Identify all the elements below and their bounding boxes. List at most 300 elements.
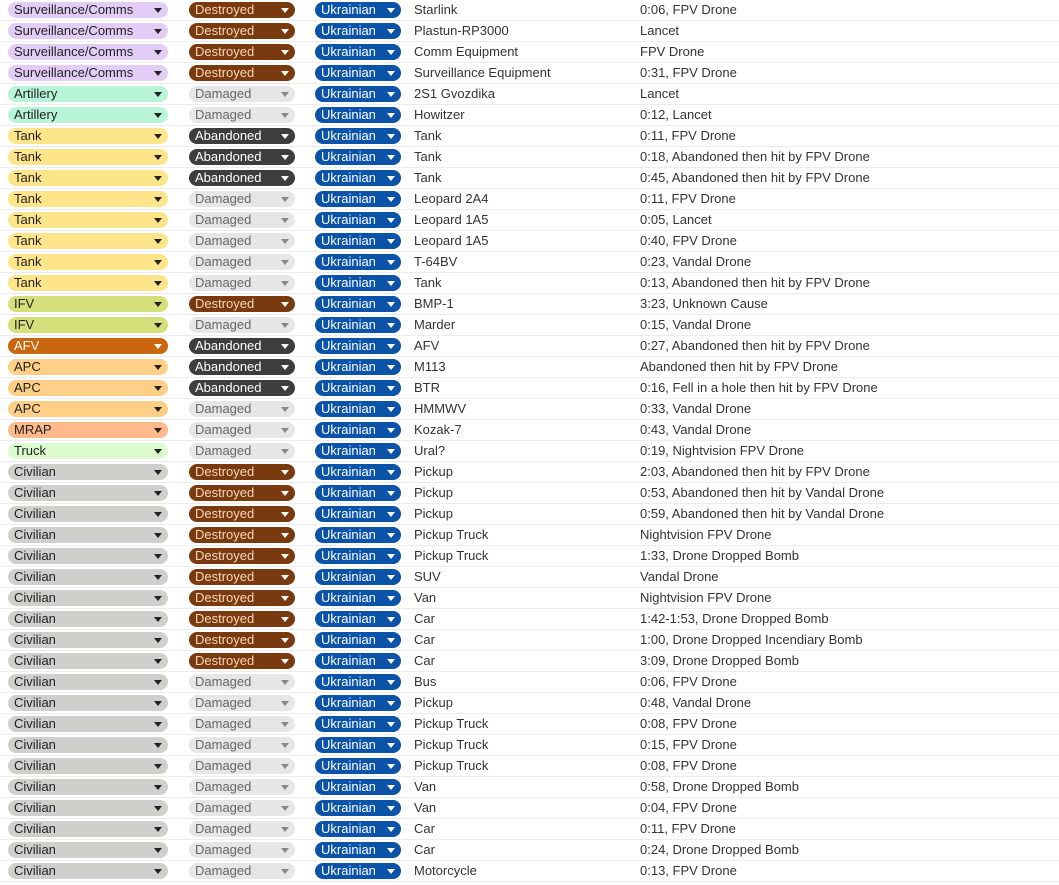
category-select[interactable] — [8, 401, 168, 417]
status-select[interactable] — [189, 569, 295, 585]
caret-down-icon — [387, 239, 395, 244]
status-select[interactable] — [189, 590, 295, 606]
table-row — [0, 861, 1059, 882]
equipment-cell: Leopard 1A5 — [414, 233, 489, 248]
note-cell: Abandoned then hit by FPV Drone — [640, 359, 839, 374]
caret-down-icon — [154, 701, 162, 706]
status-select[interactable] — [189, 464, 295, 480]
caret-down-icon — [154, 554, 162, 559]
country-select[interactable] — [315, 2, 401, 18]
country-select[interactable] — [315, 716, 401, 732]
country-select[interactable] — [315, 359, 401, 375]
country-select[interactable] — [315, 149, 401, 165]
category-label: Civilian — [14, 506, 56, 521]
status-select[interactable] — [189, 254, 295, 270]
note-cell: 0:06, FPV Drone — [640, 2, 737, 17]
country-select[interactable] — [315, 863, 401, 879]
status-select[interactable] — [189, 800, 295, 816]
table-row — [0, 819, 1059, 840]
country-select[interactable] — [315, 212, 401, 228]
category-select[interactable] — [8, 149, 168, 165]
table-row — [0, 546, 1059, 567]
note-cell: 0:19, Nightvision FPV Drone — [640, 443, 805, 458]
category-select[interactable] — [8, 212, 168, 228]
category-select[interactable] — [8, 317, 168, 333]
caret-down-icon — [387, 176, 395, 181]
caret-down-icon — [154, 134, 162, 139]
status-label: Damaged — [195, 191, 252, 206]
equipment-cell: Car — [414, 842, 435, 857]
note-cell: 1:42-1:53, Drone Dropped Bomb — [640, 611, 829, 626]
category-select[interactable] — [8, 590, 168, 606]
equipment-cell: Motorcycle — [414, 863, 477, 878]
status-select[interactable] — [189, 317, 295, 333]
category-select[interactable] — [8, 632, 168, 648]
category-select[interactable] — [8, 359, 168, 375]
caret-down-icon — [387, 869, 395, 874]
caret-down-icon — [154, 785, 162, 790]
category-select[interactable] — [8, 758, 168, 774]
status-select[interactable] — [189, 779, 295, 795]
country-select[interactable] — [315, 65, 401, 81]
caret-down-icon — [387, 596, 395, 601]
caret-down-icon — [154, 218, 162, 223]
status-select[interactable] — [189, 506, 295, 522]
category-label: Tank — [14, 254, 42, 269]
category-select[interactable] — [8, 485, 168, 501]
table-row — [0, 756, 1059, 777]
caret-down-icon — [281, 533, 289, 538]
caret-down-icon — [387, 848, 395, 853]
table-row — [0, 126, 1059, 147]
status-select[interactable] — [189, 2, 295, 18]
status-select[interactable] — [189, 296, 295, 312]
category-select[interactable] — [8, 527, 168, 543]
status-select[interactable] — [189, 233, 295, 249]
status-label: Damaged — [195, 254, 252, 269]
category-label: Artillery — [14, 107, 58, 122]
country-select[interactable] — [315, 44, 401, 60]
status-label: Destroyed — [195, 2, 255, 17]
caret-down-icon — [154, 869, 162, 874]
equipment-cell: Tank — [414, 170, 442, 185]
status-label: Destroyed — [195, 527, 255, 542]
table-row — [0, 798, 1059, 819]
table-row — [0, 735, 1059, 756]
caret-down-icon — [281, 722, 289, 727]
country-select[interactable] — [315, 401, 401, 417]
status-select[interactable] — [189, 527, 295, 543]
country-select[interactable] — [315, 821, 401, 837]
category-select[interactable] — [8, 779, 168, 795]
equipment-cell: BTR — [414, 380, 440, 395]
equipment-cell: Ural? — [414, 443, 446, 458]
category-select[interactable] — [8, 275, 168, 291]
country-select[interactable] — [315, 779, 401, 795]
category-select[interactable] — [8, 86, 168, 102]
country-label: Ukrainian — [321, 380, 376, 395]
status-select[interactable] — [189, 863, 295, 879]
country-select[interactable] — [315, 422, 401, 438]
status-select[interactable] — [189, 401, 295, 417]
equipment-cell: Starlink — [414, 2, 458, 17]
country-select[interactable] — [315, 233, 401, 249]
country-select[interactable] — [315, 527, 401, 543]
caret-down-icon — [154, 659, 162, 664]
caret-down-icon — [387, 617, 395, 622]
country-select[interactable] — [315, 254, 401, 270]
status-label: Damaged — [195, 233, 252, 248]
table-row — [0, 840, 1059, 861]
status-select[interactable] — [189, 821, 295, 837]
caret-down-icon — [281, 302, 289, 307]
category-label: MRAP — [14, 422, 52, 437]
country-select[interactable] — [315, 737, 401, 753]
caret-down-icon — [281, 491, 289, 496]
country-select[interactable] — [315, 191, 401, 207]
country-label: Ukrainian — [321, 485, 376, 500]
category-select[interactable] — [8, 65, 168, 81]
note-cell: Vandal Drone — [640, 569, 719, 584]
country-select[interactable] — [315, 695, 401, 711]
equipment-cell: Pickup Truck — [414, 716, 489, 731]
country-select[interactable] — [315, 170, 401, 186]
table-row — [0, 273, 1059, 294]
status-select[interactable] — [189, 275, 295, 291]
status-select[interactable] — [189, 842, 295, 858]
caret-down-icon — [387, 554, 395, 559]
equipment-cell: Kozak-7 — [414, 422, 462, 437]
category-select[interactable] — [8, 107, 168, 123]
status-select[interactable] — [189, 548, 295, 564]
caret-down-icon — [387, 134, 395, 139]
category-select[interactable] — [8, 254, 168, 270]
status-select[interactable] — [189, 107, 295, 123]
status-select[interactable] — [189, 737, 295, 753]
caret-down-icon — [281, 701, 289, 706]
caret-down-icon — [387, 302, 395, 307]
note-cell: 0:59, Abandoned then hit by Vandal Drone — [640, 506, 885, 521]
category-label: Civilian — [14, 485, 56, 500]
status-select[interactable] — [189, 380, 295, 396]
caret-down-icon — [281, 29, 289, 34]
country-label: Ukrainian — [321, 863, 376, 878]
status-label: Abandoned — [195, 359, 262, 374]
status-select[interactable] — [189, 611, 295, 627]
status-label: Abandoned — [195, 128, 262, 143]
category-label: Civilian — [14, 716, 56, 731]
note-cell: 0:24, Drone Dropped Bomb — [640, 842, 799, 857]
country-label: Ukrainian — [321, 422, 376, 437]
country-select[interactable] — [315, 506, 401, 522]
status-select[interactable] — [189, 422, 295, 438]
status-select[interactable] — [189, 23, 295, 39]
caret-down-icon — [387, 785, 395, 790]
note-cell: Lancet — [640, 86, 680, 101]
country-label: Ukrainian — [321, 254, 376, 269]
country-label: Ukrainian — [321, 506, 376, 521]
category-select[interactable] — [8, 422, 168, 438]
equipment-cell: HMMWV — [414, 401, 466, 416]
category-select[interactable] — [8, 611, 168, 627]
category-label: Civilian — [14, 842, 56, 857]
status-select[interactable] — [189, 338, 295, 354]
category-select[interactable] — [8, 569, 168, 585]
category-select[interactable] — [8, 191, 168, 207]
category-select[interactable] — [8, 296, 168, 312]
caret-down-icon — [281, 407, 289, 412]
status-select[interactable] — [189, 128, 295, 144]
note-cell: Lancet — [640, 23, 680, 38]
equipment-cell: Pickup Truck — [414, 758, 489, 773]
status-label: Abandoned — [195, 380, 262, 395]
note-cell: 0:23, Vandal Drone — [640, 254, 752, 269]
caret-down-icon — [281, 764, 289, 769]
caret-down-icon — [281, 134, 289, 139]
country-label: Ukrainian — [321, 674, 376, 689]
country-label: Ukrainian — [321, 758, 376, 773]
note-cell: 0:13, Abandoned then hit by FPV Drone — [640, 275, 870, 290]
caret-down-icon — [154, 92, 162, 97]
note-cell: 0:45, Abandoned then hit by FPV Drone — [640, 170, 870, 185]
caret-down-icon — [387, 827, 395, 832]
table-row — [0, 588, 1059, 609]
caret-down-icon — [281, 113, 289, 118]
country-select[interactable] — [315, 107, 401, 123]
note-cell: 0:48, Vandal Drone — [640, 695, 752, 710]
country-label: Ukrainian — [321, 86, 376, 101]
caret-down-icon — [387, 470, 395, 475]
category-select[interactable] — [8, 863, 168, 879]
table-row — [0, 105, 1059, 126]
table-row — [0, 210, 1059, 231]
equipment-cell: Marder — [414, 317, 456, 332]
caret-down-icon — [154, 323, 162, 328]
caret-down-icon — [154, 302, 162, 307]
table-row — [0, 399, 1059, 420]
category-select[interactable] — [8, 548, 168, 564]
note-cell: 0:11, FPV Drone — [640, 821, 736, 836]
caret-down-icon — [281, 92, 289, 97]
status-select[interactable] — [189, 191, 295, 207]
caret-down-icon — [154, 722, 162, 727]
status-label: Damaged — [195, 863, 252, 878]
category-select[interactable] — [8, 44, 168, 60]
country-select[interactable] — [315, 275, 401, 291]
category-label: IFV — [14, 296, 35, 311]
country-select[interactable] — [315, 317, 401, 333]
category-label: Civilian — [14, 800, 56, 815]
status-label: Destroyed — [195, 485, 255, 500]
note-cell: 0:11, FPV Drone — [640, 128, 736, 143]
caret-down-icon — [387, 512, 395, 517]
status-label: Destroyed — [195, 296, 255, 311]
category-select[interactable] — [8, 674, 168, 690]
country-select[interactable] — [315, 611, 401, 627]
note-cell: 2:03, Abandoned then hit by FPV Drone — [640, 464, 870, 479]
caret-down-icon — [154, 449, 162, 454]
status-select[interactable] — [189, 485, 295, 501]
category-select[interactable] — [8, 2, 168, 18]
country-select[interactable] — [315, 548, 401, 564]
country-select[interactable] — [315, 86, 401, 102]
country-select[interactable] — [315, 380, 401, 396]
equipment-cell: Pickup — [414, 506, 454, 521]
country-label: Ukrainian — [321, 527, 376, 542]
caret-down-icon — [387, 764, 395, 769]
caret-down-icon — [387, 806, 395, 811]
category-select[interactable] — [8, 800, 168, 816]
equipment-cell: Pickup — [414, 464, 454, 479]
status-select[interactable] — [189, 716, 295, 732]
status-select[interactable] — [189, 212, 295, 228]
caret-down-icon — [154, 470, 162, 475]
caret-down-icon — [154, 344, 162, 349]
category-label: APC — [14, 380, 41, 395]
status-select[interactable] — [189, 65, 295, 81]
category-select[interactable] — [8, 695, 168, 711]
table-row — [0, 63, 1059, 84]
country-select[interactable] — [315, 485, 401, 501]
note-cell: 0:43, Vandal Drone — [640, 422, 752, 437]
equipment-cell: Comm Equipment — [414, 44, 519, 59]
status-select[interactable] — [189, 695, 295, 711]
caret-down-icon — [154, 239, 162, 244]
table-row — [0, 693, 1059, 714]
status-label: Damaged — [195, 443, 252, 458]
country-label: Ukrainian — [321, 359, 376, 374]
country-label: Ukrainian — [321, 779, 376, 794]
equipment-cell: Bus — [414, 674, 437, 689]
country-label: Ukrainian — [321, 737, 376, 752]
status-select[interactable] — [189, 674, 295, 690]
country-select[interactable] — [315, 800, 401, 816]
category-select[interactable] — [8, 842, 168, 858]
category-label: Civilian — [14, 527, 56, 542]
status-select[interactable] — [189, 149, 295, 165]
note-cell: 0:15, Vandal Drone — [640, 317, 752, 332]
country-select[interactable] — [315, 590, 401, 606]
caret-down-icon — [281, 323, 289, 328]
country-select[interactable] — [315, 464, 401, 480]
caret-down-icon — [281, 176, 289, 181]
country-label: Ukrainian — [321, 569, 376, 584]
country-select[interactable] — [315, 632, 401, 648]
status-select[interactable] — [189, 44, 295, 60]
caret-down-icon — [154, 50, 162, 55]
category-select[interactable] — [8, 737, 168, 753]
category-select[interactable] — [8, 380, 168, 396]
equipment-cell: Car — [414, 821, 435, 836]
status-select[interactable] — [189, 653, 295, 669]
country-select[interactable] — [315, 674, 401, 690]
status-select[interactable] — [189, 359, 295, 375]
category-select[interactable] — [8, 233, 168, 249]
table-row — [0, 357, 1059, 378]
category-label: Civilian — [14, 632, 56, 647]
category-label: Surveillance/Comms — [14, 65, 134, 80]
note-cell: 0:08, FPV Drone — [640, 758, 737, 773]
status-label: Damaged — [195, 842, 252, 857]
note-cell: 0:58, Drone Dropped Bomb — [640, 779, 799, 794]
status-label: Damaged — [195, 800, 252, 815]
country-select[interactable] — [315, 296, 401, 312]
note-cell: 3:09, Drone Dropped Bomb — [640, 653, 799, 668]
country-label: Ukrainian — [321, 233, 376, 248]
country-label: Ukrainian — [321, 212, 376, 227]
caret-down-icon — [387, 155, 395, 160]
country-select[interactable] — [315, 443, 401, 459]
country-select[interactable] — [315, 653, 401, 669]
caret-down-icon — [387, 113, 395, 118]
category-select[interactable] — [8, 338, 168, 354]
status-select[interactable] — [189, 632, 295, 648]
status-label: Destroyed — [195, 44, 255, 59]
category-label: Civilian — [14, 611, 56, 626]
equipment-cell: AFV — [414, 338, 440, 353]
caret-down-icon — [154, 491, 162, 496]
status-label: Destroyed — [195, 548, 255, 563]
table-row — [0, 567, 1059, 588]
country-select[interactable] — [315, 128, 401, 144]
note-cell: 0:40, FPV Drone — [640, 233, 737, 248]
category-label: Artillery — [14, 86, 58, 101]
caret-down-icon — [387, 260, 395, 265]
caret-down-icon — [154, 281, 162, 286]
status-label: Damaged — [195, 695, 252, 710]
category-select[interactable] — [8, 23, 168, 39]
country-label: Ukrainian — [321, 716, 376, 731]
caret-down-icon — [154, 8, 162, 13]
country-label: Ukrainian — [321, 191, 376, 206]
category-label: Civilian — [14, 821, 56, 836]
category-select[interactable] — [8, 821, 168, 837]
country-select[interactable] — [315, 758, 401, 774]
status-select[interactable] — [189, 758, 295, 774]
table-row — [0, 189, 1059, 210]
note-cell: 0:53, Abandoned then hit by Vandal Drone — [640, 485, 885, 500]
country-label: Ukrainian — [321, 590, 376, 605]
country-select[interactable] — [315, 842, 401, 858]
category-select[interactable] — [8, 506, 168, 522]
caret-down-icon — [154, 407, 162, 412]
category-select[interactable] — [8, 653, 168, 669]
category-select[interactable] — [8, 464, 168, 480]
category-label: Civilian — [14, 695, 56, 710]
category-select[interactable] — [8, 443, 168, 459]
table-row — [0, 231, 1059, 252]
status-select[interactable] — [189, 86, 295, 102]
category-select[interactable] — [8, 170, 168, 186]
status-label: Damaged — [195, 821, 252, 836]
country-label: Ukrainian — [321, 296, 376, 311]
caret-down-icon — [281, 554, 289, 559]
table-row — [0, 315, 1059, 336]
category-select[interactable] — [8, 716, 168, 732]
country-select[interactable] — [315, 569, 401, 585]
status-select[interactable] — [189, 443, 295, 459]
category-select[interactable] — [8, 128, 168, 144]
country-select[interactable] — [315, 23, 401, 39]
country-select[interactable] — [315, 338, 401, 354]
caret-down-icon — [387, 8, 395, 13]
table-row — [0, 462, 1059, 483]
table-row — [0, 42, 1059, 63]
status-select[interactable] — [189, 170, 295, 186]
table-row — [0, 294, 1059, 315]
status-label: Damaged — [195, 716, 252, 731]
category-label: Tank — [14, 128, 42, 143]
